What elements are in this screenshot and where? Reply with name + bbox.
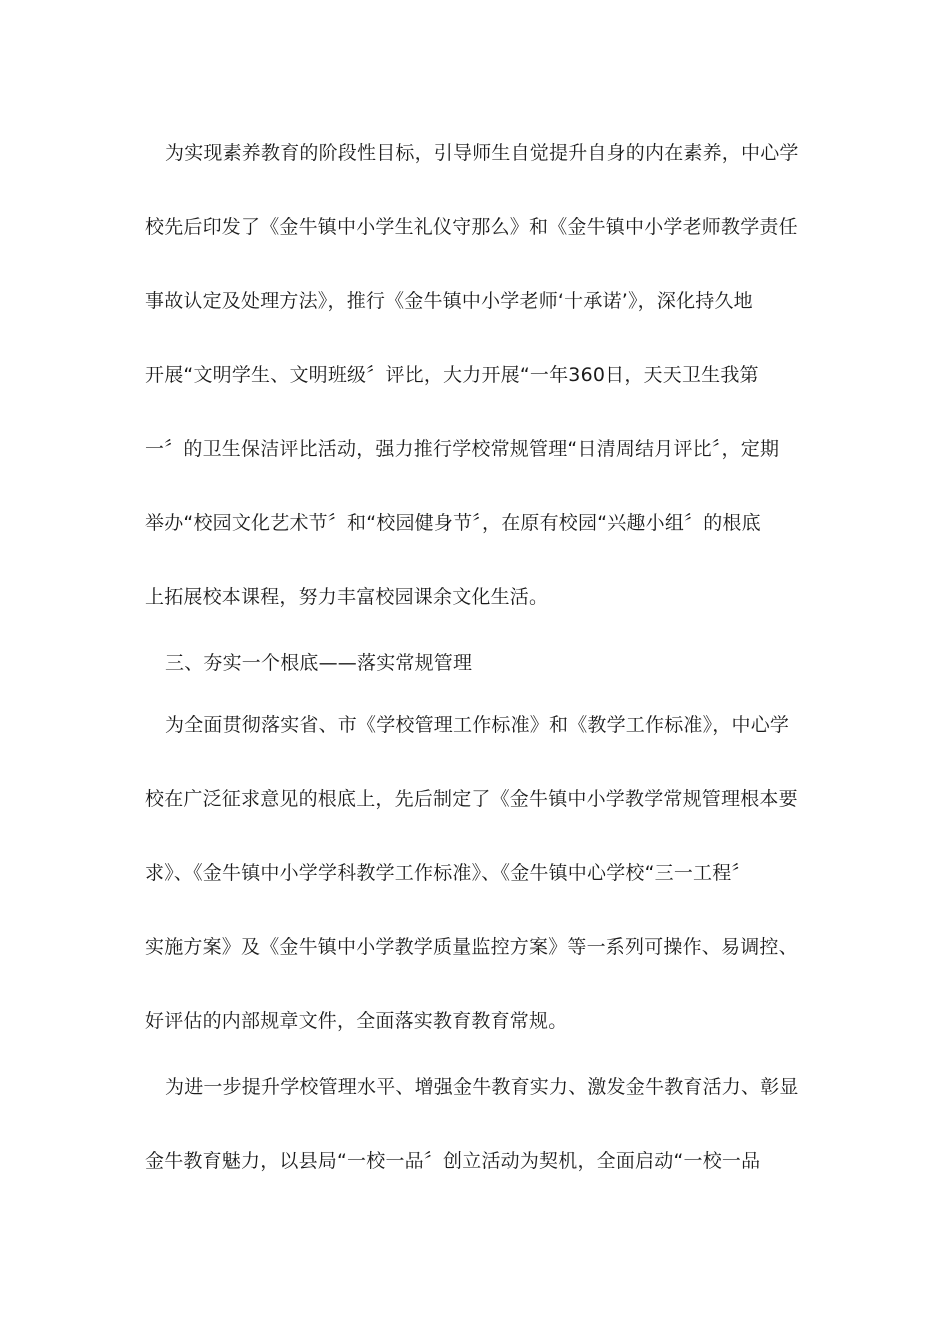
paragraph-2-line-1: 为全面贯彻落实省、市《学校管理工作标准》和《教学工作标准》，中心学 bbox=[165, 714, 790, 736]
paragraph-1-line-2: 校先后印发了《金牛镇中小学生礼仪守那么》和《金牛镇中小学老师教学责任 bbox=[145, 216, 798, 238]
paragraph-1-line-5: 一〞的卫生保洁评比活动，强力推行学校常规管理“日清周结月评比〞，定期 bbox=[145, 438, 780, 460]
paragraph-1-line-6: 举办“校园文化艺术节〞和“校园健身节〞，在原有校园“兴趣小组〞的根底 bbox=[145, 512, 761, 534]
paragraph-3-line-2: 金牛教育魅力，以县局“一校一品〞创立活动为契机，全面启动“一校一品 bbox=[145, 1150, 761, 1172]
section-heading: 三、夯实一个根底——落实常规管理 bbox=[165, 652, 473, 674]
paragraph-1-line-4: 开展“文明学生、文明班级〞评比，大力开展“一年360日，天天卫生我第 bbox=[145, 364, 759, 386]
paragraph-1-line-3: 事故认定及处理方法》，推行《金牛镇中小学老师‘十承诺’》，深化持久地 bbox=[145, 290, 753, 312]
paragraph-1-line-7: 上拓展校本课程，努力丰富校园课余文化生活。 bbox=[145, 586, 549, 608]
paragraph-2-line-5: 好评估的内部规章文件，全面落实教育教育常规。 bbox=[145, 1010, 568, 1032]
paragraph-2-line-3: 求》、《金牛镇中小学学科教学工作标准》、《金牛镇中心学校“三一工程〞 bbox=[145, 862, 751, 884]
paragraph-2-line-2: 校在广泛征求意见的根底上，先后制定了《金牛镇中小学教学常规管理根本要 bbox=[145, 788, 798, 810]
paragraph-2-line-4: 实施方案》及《金牛镇中小学教学质量监控方案》等一系列可操作、易调控、 bbox=[145, 936, 798, 958]
paragraph-1-line-1: 为实现素养教育的阶段性目标，引导师生自觉提升自身的内在素养，中心学 bbox=[165, 142, 799, 164]
paragraph-3-line-1: 为进一步提升学校管理水平、增强金牛教育实力、激发金牛教育活力、彰显 bbox=[165, 1076, 799, 1098]
